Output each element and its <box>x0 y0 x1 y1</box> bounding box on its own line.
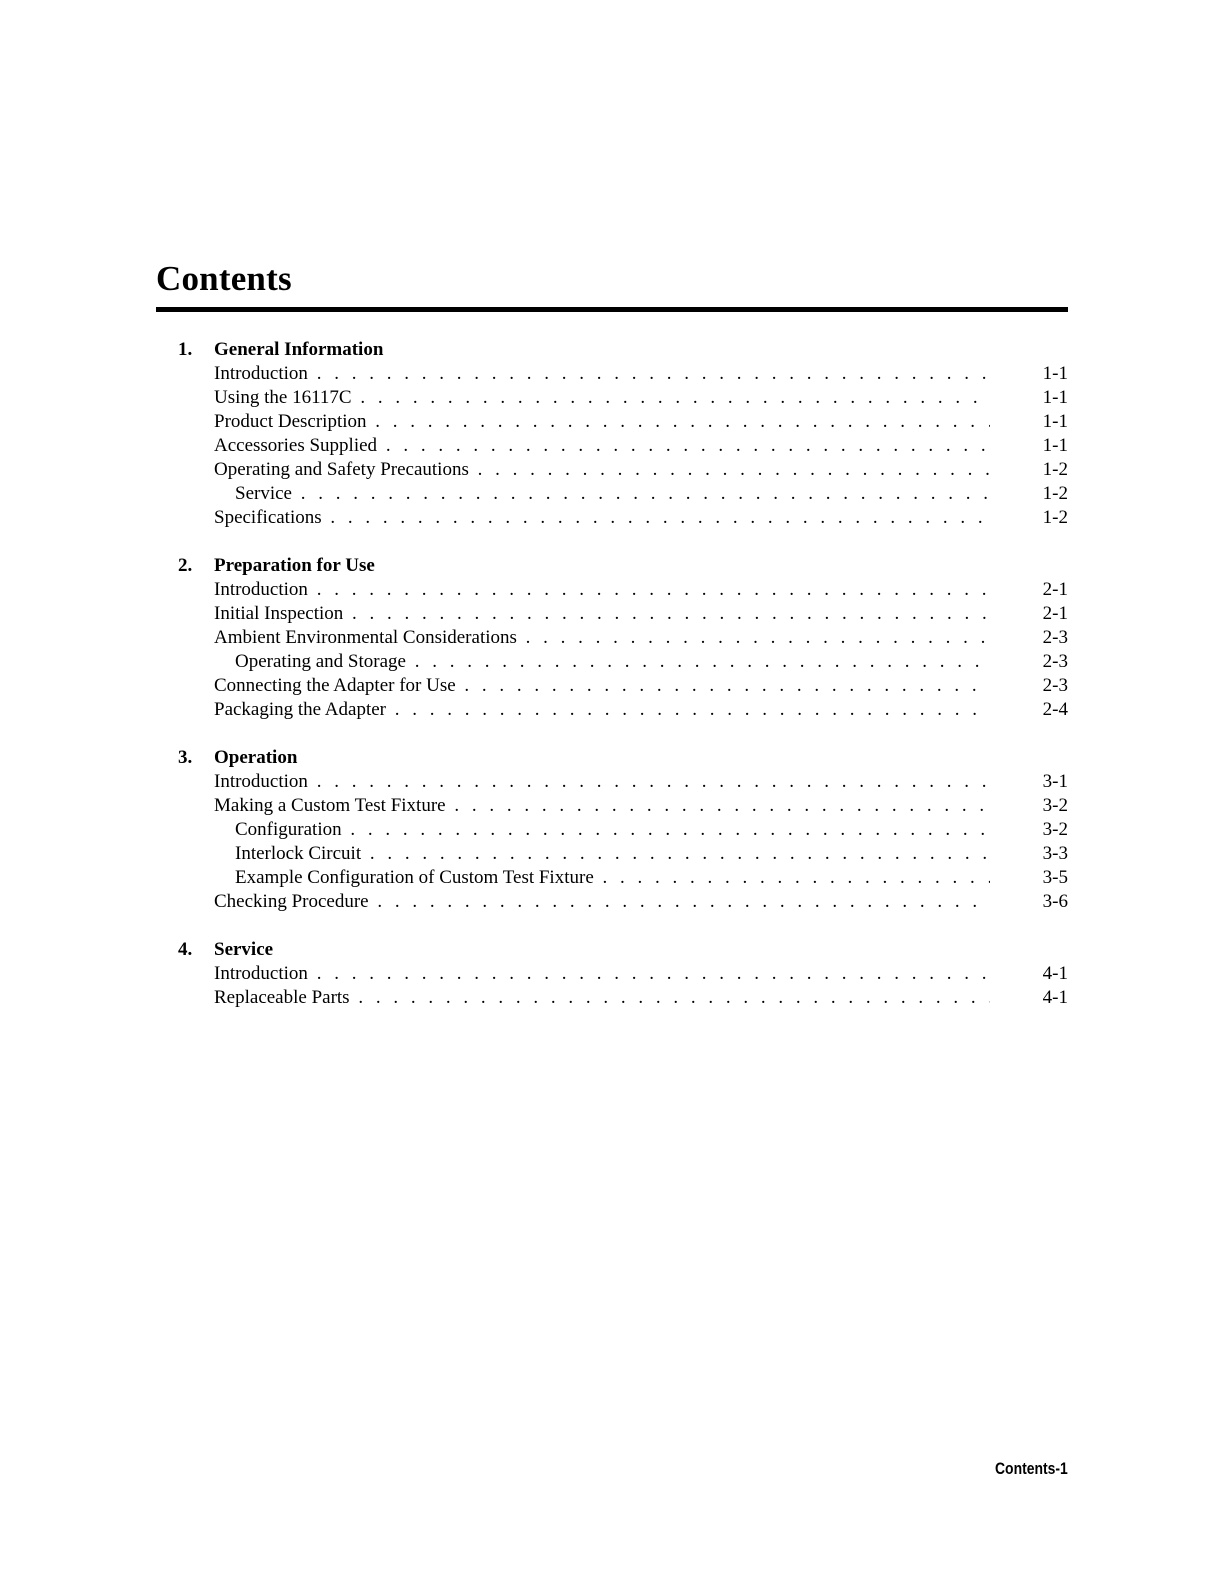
entry-label: Packaging the Adapter . . . <box>214 698 990 722</box>
chapter-number: 1. <box>178 339 193 360</box>
toc-entry[interactable] <box>156 482 1068 506</box>
chapter-heading[interactable] <box>156 338 1068 362</box>
toc-entry[interactable] <box>156 578 1068 602</box>
entry-page-number: 1-1 <box>1042 411 1068 432</box>
entry-page-number: 2-1 <box>1042 579 1068 600</box>
chapter-title: Preparation for Use <box>214 555 375 576</box>
entry-label: Connecting the Adapter for Use . . . <box>214 674 990 698</box>
entry-page-number: 2-3 <box>1042 675 1068 696</box>
entry-label: Configuration . . . <box>235 818 990 842</box>
entry-label: Service . . . <box>235 482 990 506</box>
entry-label: Replaceable Parts . . . <box>214 986 990 1010</box>
entry-label: Initial Inspection . . . <box>214 602 990 626</box>
entry-label: Operating and Storage . . . <box>235 650 990 674</box>
entry-label: Introduction . . . <box>214 362 990 386</box>
entry-page-number: 4-1 <box>1042 963 1068 984</box>
entry-page-number: 3-2 <box>1042 795 1068 816</box>
title-rule <box>156 307 1068 312</box>
entry-label: Using the 16117C . . . <box>214 386 990 410</box>
chapter-title: Service <box>214 939 274 960</box>
toc-entry[interactable] <box>156 458 1068 482</box>
toc-entry[interactable] <box>156 506 1068 530</box>
toc-entry[interactable] <box>156 362 1068 386</box>
toc-entry[interactable] <box>156 962 1068 986</box>
entry-page-number: 2-3 <box>1042 627 1068 648</box>
chapter-number: 4. <box>178 939 193 960</box>
toc-chapter <box>156 554 1068 722</box>
entry-label: Specifications . . . <box>214 506 990 530</box>
entry-page-number: 1-1 <box>1042 363 1068 384</box>
entry-page-number: 1-2 <box>1042 507 1068 528</box>
toc-chapter <box>156 938 1068 1010</box>
entry-label: Making a Custom Test Fixture . . . <box>214 794 990 818</box>
entry-page-number: 1-1 <box>1042 387 1068 408</box>
entry-label: Example Configuration of Custom Test Fixture . . . <box>235 866 990 890</box>
entry-page-number: 3-2 <box>1042 819 1068 840</box>
chapter-heading[interactable] <box>156 746 1068 770</box>
entry-label: Accessories Supplied . . . <box>214 434 990 458</box>
toc-entry[interactable] <box>156 794 1068 818</box>
entry-page-number: 2-3 <box>1042 651 1068 672</box>
entry-page-number: 3-3 <box>1042 843 1068 864</box>
chapter-number: 3. <box>178 747 193 768</box>
entry-page-number: 1-1 <box>1042 435 1068 456</box>
entry-label: Introduction . . . <box>214 962 990 986</box>
toc-chapter <box>156 746 1068 914</box>
toc-entry[interactable] <box>156 386 1068 410</box>
entry-label: Interlock Circuit . . . <box>235 842 990 866</box>
chapter-heading[interactable] <box>156 554 1068 578</box>
toc-entry[interactable] <box>156 986 1068 1010</box>
entry-label: Ambient Environmental Considerations . . . <box>214 626 990 650</box>
chapter-title: General Information <box>214 339 384 360</box>
toc-entry[interactable] <box>156 818 1068 842</box>
toc-entry[interactable] <box>156 698 1068 722</box>
page-footer: Contents-1 <box>995 1459 1068 1478</box>
entry-label: Introduction . . . <box>214 578 990 602</box>
toc-entry[interactable] <box>156 434 1068 458</box>
entry-label: Introduction . . . <box>214 770 990 794</box>
toc-entry[interactable] <box>156 410 1068 434</box>
entry-label: Operating and Safety Precautions . . . <box>214 458 990 482</box>
toc-entry[interactable] <box>156 866 1068 890</box>
entry-page-number: 3-1 <box>1042 771 1068 792</box>
entry-page-number: 1-2 <box>1042 459 1068 480</box>
page-title: Contents <box>156 259 292 298</box>
toc-entry[interactable] <box>156 650 1068 674</box>
entry-page-number: 1-2 <box>1042 483 1068 504</box>
toc-entry[interactable] <box>156 602 1068 626</box>
entry-page-number: 4-1 <box>1042 987 1068 1008</box>
toc-entry[interactable] <box>156 842 1068 866</box>
entry-page-number: 3-6 <box>1042 891 1068 912</box>
toc-entry[interactable] <box>156 890 1068 914</box>
entry-label: Checking Procedure . . . <box>214 890 990 914</box>
entry-label: Product Description . . . <box>214 410 990 434</box>
chapter-title: Operation <box>214 747 298 768</box>
entry-page-number: 2-1 <box>1042 603 1068 624</box>
chapter-heading[interactable] <box>156 938 1068 962</box>
entry-page-number: 2-4 <box>1042 699 1068 720</box>
entry-page-number: 3-5 <box>1042 867 1068 888</box>
toc-entry[interactable] <box>156 626 1068 650</box>
table-of-contents <box>156 338 1068 1034</box>
toc-entry[interactable] <box>156 674 1068 698</box>
chapter-number: 2. <box>178 555 193 576</box>
toc-entry[interactable] <box>156 770 1068 794</box>
toc-chapter <box>156 338 1068 530</box>
